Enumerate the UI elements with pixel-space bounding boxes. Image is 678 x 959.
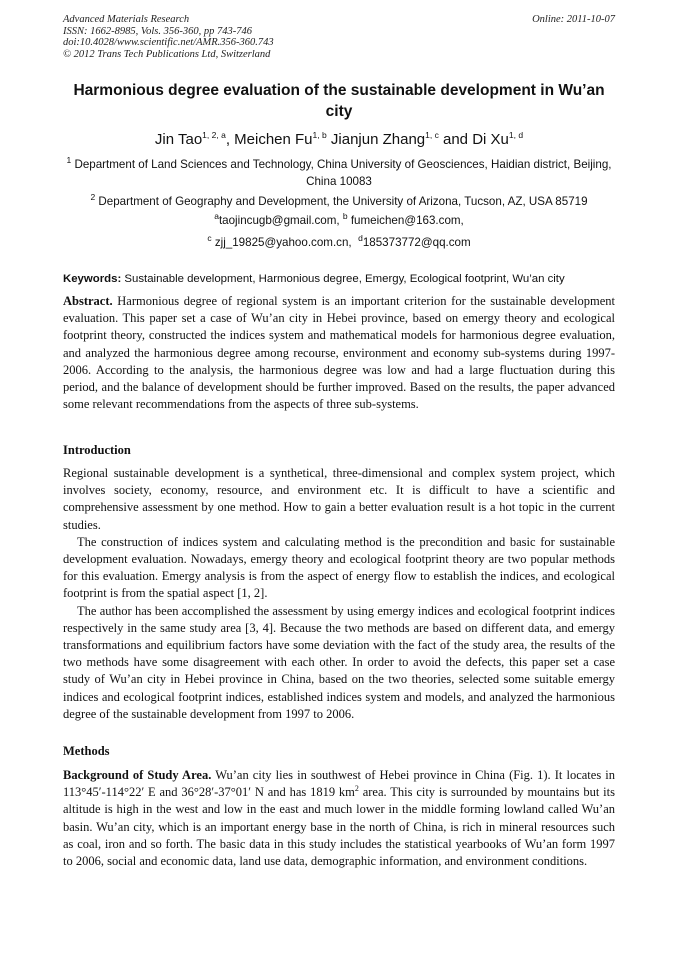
- methods-body: [63, 767, 615, 870]
- abstract: [63, 293, 615, 413]
- journal-name: Advanced Materials Research: [63, 14, 190, 25]
- doi-line: doi:10.4028/www.scientific.net/AMR.356-360.743: [63, 37, 274, 48]
- affiliation-marker: 1: [66, 155, 72, 166]
- abstract-text: Harmonious degree of regional system is an important criterion for the sustainable development evaluation. This paper set a case of Wu’an city in Hebei province, based on emergy theory and ecological footprint theory, constructed the indices system and mathematical models for harmonious degree evaluation, and analyzed the harmonious degree among recourse, environment and economy sub-systems during 1997-2006. According to the analysis, the harmonious degree was low and had a large fluctuation during this period, and the balance of development should be further improved. Based on the results, the paper advanced some relevant recommendations from the aspects of three sub-systems.: [63, 294, 615, 412]
- author-name: Jin Tao: [154, 131, 203, 148]
- keywords: [63, 272, 619, 287]
- email-line-1: [64, 212, 614, 229]
- email-line-2: [64, 234, 614, 251]
- affiliation-2: [64, 193, 614, 210]
- introduction-paragraph: The construction of indices system and calculating method is the precondition and basic for sustainable development evaluation. Nowadays, emergy theory and ecological footprint theory are two popular methods for this evaluation. Emergy analysis is from the aspect of energy flow to establish the indices, and ecological footprint is from the spatial aspect [1, 2].: [63, 534, 615, 601]
- author-affil-marker: 1, d: [508, 130, 524, 140]
- introduction-paragraph: Regional sustainable development is a synthetical, three-dimensional and complex system project, which involves society, economy, resource, and environment etc. It is difficult to have a scientific and comprehensive assessment by one method. How to gain a better evaluation result is a hot topic in the current studies.: [63, 466, 615, 532]
- abstract-label: Abstract.: [63, 294, 113, 308]
- introduction-paragraph: The author has been accomplished the assessment by using emergy indices and ecological footprint indices respectively in the same study area [3, 4]. Because the two methods are based on different data, and emergy transformations and equilibrium factors have some deviation with the fact of the study area, the results of the two methods have some disagreement with each other. In order to avoid the defects, this paper set a case study of Wu’an city in Hebei province in China, based on the two theories, selected some suitable emergy indices and ecological footprint indices, established indices system and models, and analyzed the harmonious degree of the sustainable development from 1997 to 2006.: [63, 603, 615, 721]
- affiliation-text: Department of Geography and Development, the University of Arizona, Tucson, AZ, USA 85719: [98, 195, 588, 208]
- methods-subheading: Background of Study Area.: [63, 768, 212, 782]
- author-affil-marker: 1, b: [312, 130, 327, 140]
- keywords-label: Keywords:: [63, 273, 122, 285]
- author-affil-marker: 1, c: [425, 130, 439, 140]
- email-address: fumeichen@163.com,: [350, 214, 464, 227]
- methods-heading: Methods: [63, 744, 110, 758]
- journal-header: [63, 14, 615, 60]
- online-date: Online: 2011-10-07: [532, 14, 615, 25]
- author-name: Meichen Fu: [234, 131, 313, 148]
- paper-title: Harmonious degree evaluation of the sustainable development in Wu’an city: [73, 82, 605, 120]
- affiliation-text: Department of Land Sciences and Technology, China University of Geosciences, Haidian district, Beijing, China 10083: [74, 158, 612, 188]
- email-marker: a: [214, 211, 219, 222]
- keywords-text: Sustainable development, Harmonious degree, Emergy, Ecological footprint, Wu’an city: [124, 273, 565, 285]
- affiliation-1: [64, 156, 614, 190]
- email-marker: c: [207, 233, 212, 244]
- affiliation-marker: 2: [90, 192, 96, 203]
- email-marker: b: [342, 211, 348, 222]
- email-marker: d: [358, 233, 363, 244]
- area-superscript: 2: [354, 784, 359, 794]
- author-name: Di Xu: [472, 131, 509, 148]
- introduction-body: [63, 465, 615, 723]
- email-address: taojincugb@gmail.com,: [218, 214, 340, 227]
- methods-text-cont: area. This city is surrounded by mountains but its altitude is high in the west and low in the east and much lower in the middle forming lowland called Wu’an basin. Wu’an city, which is an important energy base in the north of China, is rich in mineral resources such as coal, iron and so forth. The basic data in this study includes the statistical yearbooks of Wu’an form 1997 to 2006, social and economic data, land use data, demographic information, and environment conditions.: [63, 785, 615, 869]
- issn-line: ISSN: 1662-8985, Vols. 356-360, pp 743-746: [63, 25, 252, 37]
- copyright-line: © 2012 Trans Tech Publications Ltd, Switzerland: [63, 48, 271, 60]
- author-list: Jin Tao$^{1, 2, a}$, Meichen Fu$^{1, b}$ Jianjun Zhang$^{1, c}$ and Di Xu$^{1, d}$: [154, 130, 524, 148]
- email-address: zjj_19825@yahoo.com.cn,: [214, 236, 352, 249]
- author-name: Jianjun Zhang: [330, 131, 426, 148]
- email-address: 185373772@qq.com: [362, 236, 471, 249]
- methods-text: Wu’an city lies in southwest of Hebei province in China (Fig. 1). It locates in 113°45′-114°22′ E and 36°28′-37°01′ N and has 1819 km: [63, 768, 616, 800]
- author-affil-marker: 1, 2, a: [202, 130, 226, 140]
- introduction-heading: Introduction: [63, 443, 131, 457]
